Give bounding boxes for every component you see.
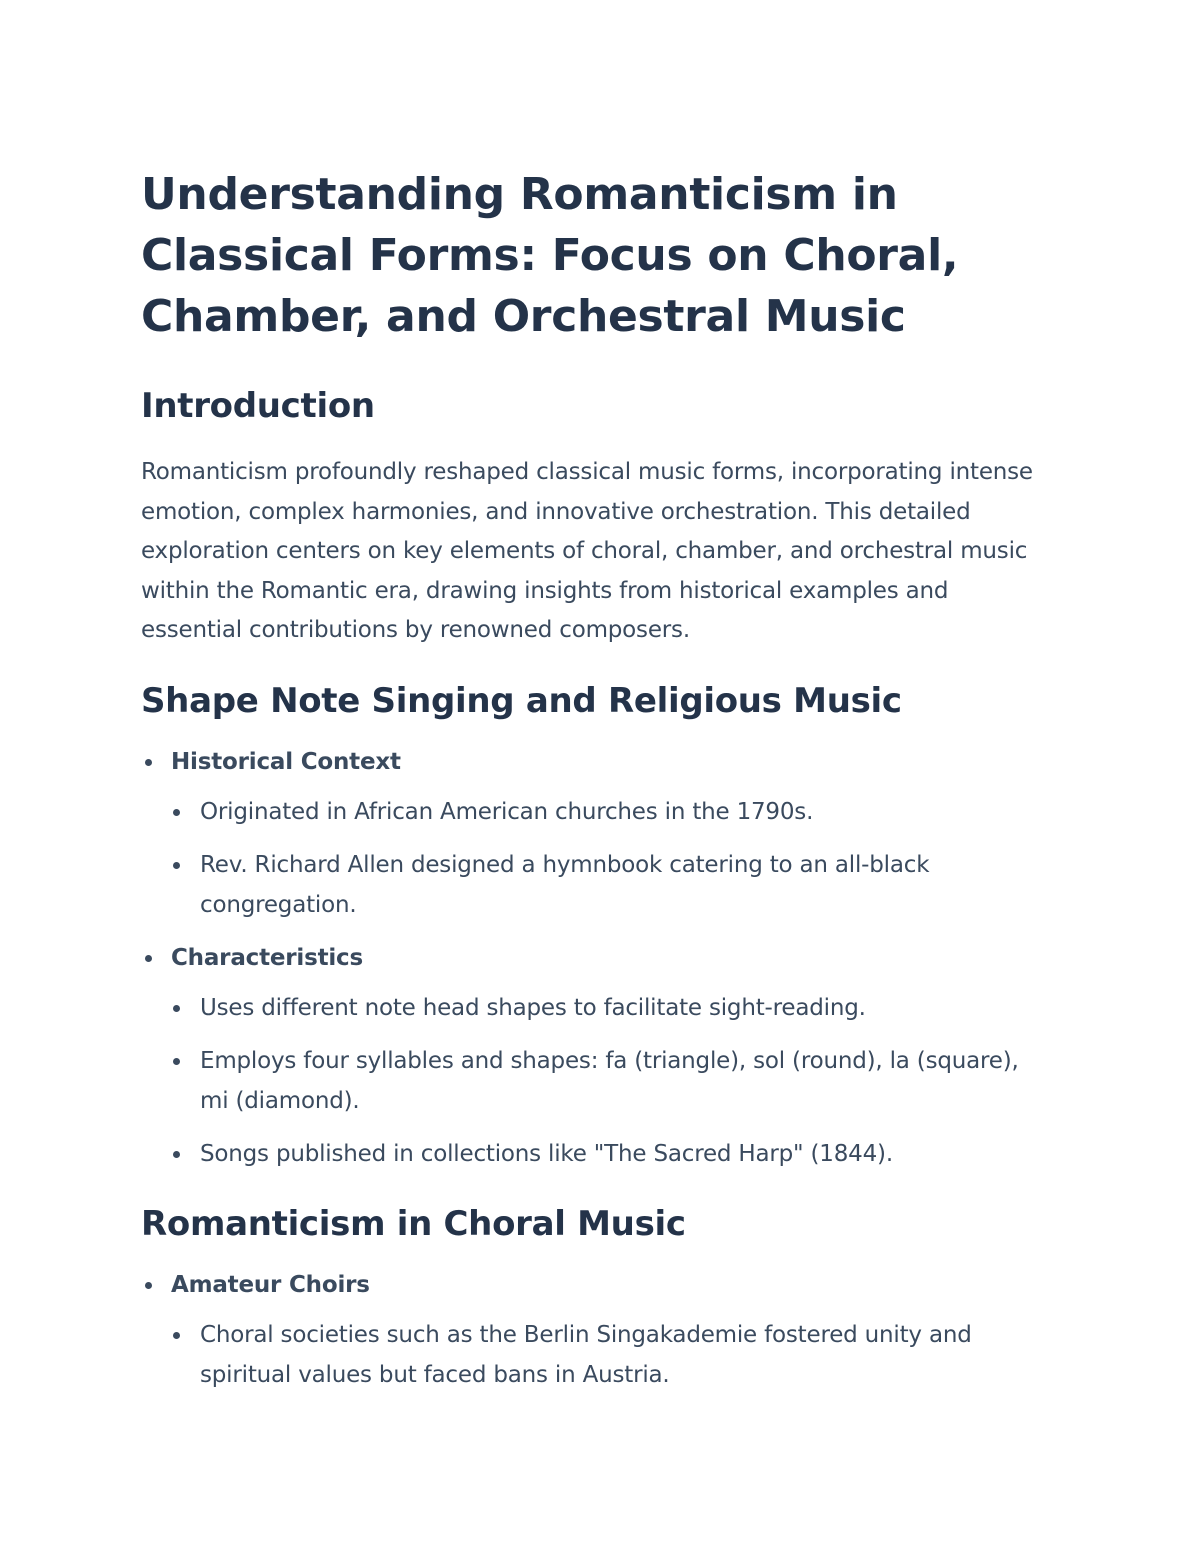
bullet-icon: [145, 1282, 152, 1289]
bullet-icon: [173, 809, 180, 816]
bullet-icon: [145, 759, 152, 766]
document-page: [141, 164, 1051, 1408]
bullet-icon: [145, 955, 152, 962]
list-item-label: Historical Context: [171, 748, 401, 775]
document-title: Understanding Romanticism in Classical Forms: Focus on Choral, Chamber, and Orchestral Music: [141, 169, 959, 342]
list-item-text: Originated in African American churches in the 1790s.: [200, 798, 814, 825]
list-item: [171, 1041, 1051, 1121]
introduction-heading: Introduction: [141, 386, 375, 426]
list-item-characteristics: [141, 938, 1051, 978]
sublist-historical-context: [171, 792, 1051, 925]
sublist-characteristics: [171, 988, 1051, 1174]
bullet-icon: [173, 862, 180, 869]
list-item: [171, 792, 1051, 832]
bullet-icon: [173, 1058, 180, 1065]
choral-heading: Romanticism in Choral Music: [141, 1203, 686, 1244]
list-item-text: Rev. Richard Allen designed a hymnbook catering to an all-black congregation.: [200, 851, 930, 918]
choral-list: [141, 1265, 1051, 1395]
list-item: [171, 1315, 1051, 1395]
list-item-amateur-choirs: [141, 1265, 1051, 1305]
list-item-text: Choral societies such as the Berlin Singakademie fostered unity and spiritual values but faced bans in Austria.: [200, 1321, 972, 1388]
introduction-paragraph: Romanticism profoundly reshaped classical music forms, incorporating intense emotion, complex harmonies, and innovative orchestration. This detailed exploration centers on key elements of choral, chamber, and orchestral music within the Romantic era, drawing insights from historical examples and essential contributions by renowned composers.: [141, 459, 1033, 643]
bullet-icon: [173, 1005, 180, 1012]
list-item: [171, 845, 1051, 925]
list-item-label: Characteristics: [171, 944, 363, 971]
shape-note-heading: Shape Note Singing and Religious Music: [141, 680, 902, 721]
list-item: [171, 988, 1051, 1028]
list-item-text: Uses different note head shapes to facilitate sight-reading.: [200, 994, 866, 1021]
bullet-icon: [173, 1151, 180, 1158]
list-item-historical-context: [141, 742, 1051, 782]
list-item-text: Songs published in collections like "The Sacred Harp" (1844).: [200, 1140, 893, 1167]
sublist-amateur-choirs: [171, 1315, 1051, 1395]
list-item-text: Employs four syllables and shapes: fa (triangle), sol (round), la (square), mi (diamond).: [200, 1047, 1019, 1114]
bullet-icon: [173, 1332, 180, 1339]
shape-note-list: [141, 742, 1051, 1174]
list-item: [171, 1134, 1051, 1174]
list-item-label: Amateur Choirs: [171, 1271, 370, 1298]
